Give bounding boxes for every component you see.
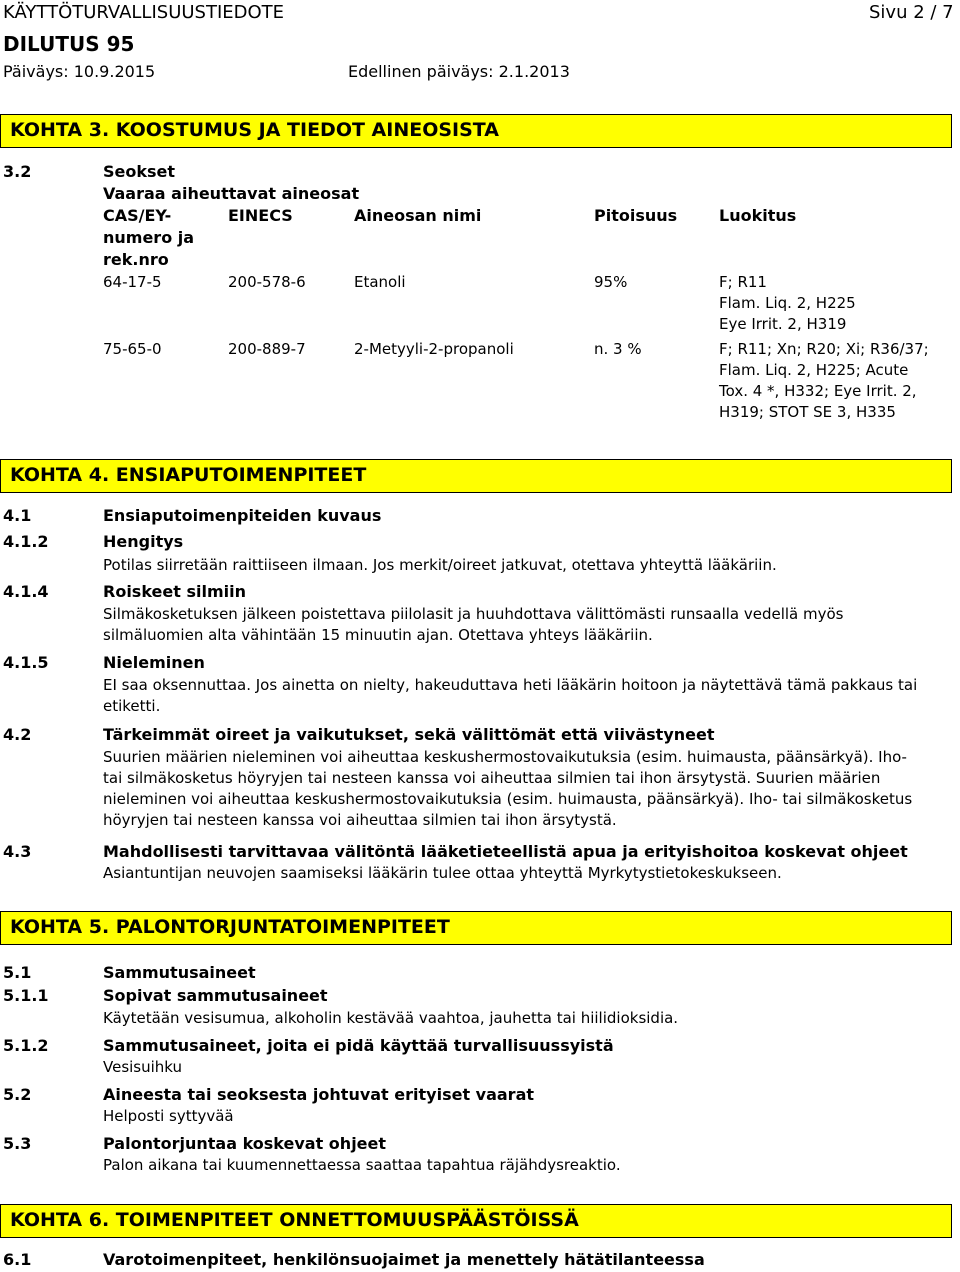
paragraph: Potilas siirretään raittiiseen ilmaan. Jos merkit/oireet jatkuvat, otettava yhteyttä lääkäriin.	[103, 556, 777, 574]
paragraph: nieleminen voi aiheuttaa keskushermostovaikutuksia (esim. huimausta, päänsärkyä). Iho- tai silmäkosketus	[103, 790, 913, 808]
subsection-number: 4.1.4	[3, 582, 49, 601]
subsection-number: 4.3	[3, 842, 32, 861]
subsection-number: 5.2	[3, 1085, 32, 1104]
subsection-title: Nieleminen	[103, 653, 205, 672]
table-cell-cas: 64-17-5	[103, 273, 162, 291]
table-cell-name: Etanoli	[354, 273, 406, 291]
paragraph: Palon aikana tai kuumennettaessa saattaa tapahtua räjähdysreaktio.	[103, 1156, 621, 1174]
subsection-title: Roiskeet silmiin	[103, 582, 246, 601]
date: Päiväys: 10.9.2015	[3, 62, 156, 81]
table-cell-classification: Flam. Liq. 2, H225; Acute	[719, 361, 909, 379]
paragraph: Helposti syttyvää	[103, 1107, 234, 1125]
table-cell-einecs: 200-889-7	[228, 340, 306, 358]
subsection-number: 4.1.5	[3, 653, 49, 672]
col-header-cas-3: rek.nro	[103, 250, 169, 269]
subsection-title: Sammutusaineet, joita ei pidä käyttää turvallisuussyistä	[103, 1036, 614, 1055]
table-cell-concentration: 95%	[594, 273, 628, 291]
table-cell-classification: H319; STOT SE 3, H335	[719, 403, 896, 421]
section-3-2-number: 3.2	[3, 162, 32, 181]
col-header-concentration: Pitoisuus	[594, 206, 678, 225]
hazard-heading: Vaaraa aiheuttavat aineosat	[103, 184, 360, 203]
col-header-cas: CAS/EY-	[103, 206, 172, 225]
subsection-number: 5.1	[3, 963, 32, 982]
section-5-bar	[0, 911, 952, 945]
previous-date: Edellinen päiväys: 2.1.2013	[348, 62, 570, 81]
paragraph: silmäluomien alta vähintään 15 minuutin ajan. Otettava yhteys lääkäriin.	[103, 626, 653, 644]
subsection-number: 4.1.2	[3, 532, 49, 551]
subsection-title: Sopivat sammutusaineet	[103, 986, 328, 1005]
section-3-title: KOHTA 3. KOOSTUMUS JA TIEDOT AINEOSISTA	[10, 119, 499, 141]
col-header-einecs: EINECS	[228, 206, 293, 225]
paragraph: Asiantuntijan neuvojen saamiseksi lääkärin tulee ottaa yhteyttä Myrkytystietokeskukseen.	[103, 864, 782, 882]
table-cell-classification: Tox. 4 *, H332; Eye Irrit. 2,	[719, 382, 917, 400]
product-name: DILUTUS 95	[3, 32, 135, 56]
paragraph: höyryjen tai nesteen kanssa voi aiheuttaa silmien tai ihon ärsytystä.	[103, 811, 617, 829]
col-header-cas-2: numero ja	[103, 228, 195, 247]
section-4-bar	[0, 459, 952, 493]
section-3-bar	[0, 114, 952, 148]
subsection-number: 5.3	[3, 1134, 32, 1153]
subsection-title: Hengitys	[103, 532, 184, 551]
section-6-title: KOHTA 6. TOIMENPITEET ONNETTOMUUSPÄÄSTÖISSÄ	[10, 1209, 579, 1231]
subsection-number: 5.1.2	[3, 1036, 49, 1055]
table-cell-classification: F; R11; Xn; R20; Xi; R36/37;	[719, 340, 929, 358]
section-4-title: KOHTA 4. ENSIAPUTOIMENPITEET	[10, 464, 367, 486]
table-cell-concentration: n. 3 %	[594, 340, 642, 358]
col-header-classification: Luokitus	[719, 206, 797, 225]
subsection-title: Mahdollisesti tarvittavaa välitöntä lääketieteellistä apua ja erityishoitoa koskevat ohjeet	[103, 842, 908, 861]
table-cell-cas: 75-65-0	[103, 340, 162, 358]
table-cell-einecs: 200-578-6	[228, 273, 306, 291]
subsection-title: Sammutusaineet	[103, 963, 256, 982]
subsection-title: Palontorjuntaa koskevat ohjeet	[103, 1134, 387, 1153]
col-header-name: Aineosan nimi	[354, 206, 482, 225]
subsection-title: Tärkeimmät oireet ja vaikutukset, sekä välittömät että viivästyneet	[103, 725, 715, 744]
subsection-number: 4.1	[3, 506, 32, 525]
page-number: Sivu 2 / 7	[869, 2, 954, 23]
subsection-number: 5.1.1	[3, 986, 49, 1005]
paragraph: EI saa oksennuttaa. Jos ainetta on nielty, hakeuduttava heti lääkärin hoitoon ja näytettävä tämä pakkaus tai	[103, 676, 918, 694]
table-cell-classification: Flam. Liq. 2, H225	[719, 294, 856, 312]
subsection-title: Varotoimenpiteet, henkilönsuojaimet ja menettely hätätilanteessa	[103, 1250, 705, 1269]
paragraph: etiketti.	[103, 697, 161, 715]
table-cell-classification: Eye Irrit. 2, H319	[719, 315, 847, 333]
paragraph: tai silmäkosketus höyryjen tai nesteen kanssa voi aiheuttaa silmien tai ihon ärsytystä. Suurien määrien	[103, 769, 881, 787]
paragraph: Silmäkosketuksen jälkeen poistettava piilolasit ja huuhdottava välittömästi runsaalla vedellä myös	[103, 605, 844, 623]
subsection-number: 6.1	[3, 1250, 32, 1269]
section-5-title: KOHTA 5. PALONTORJUNTATOIMENPITEET	[10, 916, 450, 938]
table-cell-name: 2-Metyyli-2-propanoli	[354, 340, 514, 358]
paragraph: Suurien määrien nieleminen voi aiheuttaa keskushermostovaikutuksia (esim. huimausta, päänsärkyä). Iho-	[103, 748, 907, 766]
subsection-title: Aineesta tai seoksesta johtuvat erityiset vaarat	[103, 1085, 535, 1104]
paragraph: Vesisuihku	[103, 1058, 183, 1076]
subsection-number: 4.2	[3, 725, 32, 744]
document-type: KÄYTTÖTURVALLISUUSTIEDOTE	[3, 2, 285, 23]
section-6-bar	[0, 1204, 952, 1238]
table-cell-classification: F; R11	[719, 273, 767, 291]
subsection-title: Ensiaputoimenpiteiden kuvaus	[103, 506, 382, 525]
section-3-2-title: Seokset	[103, 162, 176, 181]
paragraph: Käytetään vesisumua, alkoholin kestävää vaahtoa, jauhetta tai hiilidioksidia.	[103, 1009, 679, 1027]
